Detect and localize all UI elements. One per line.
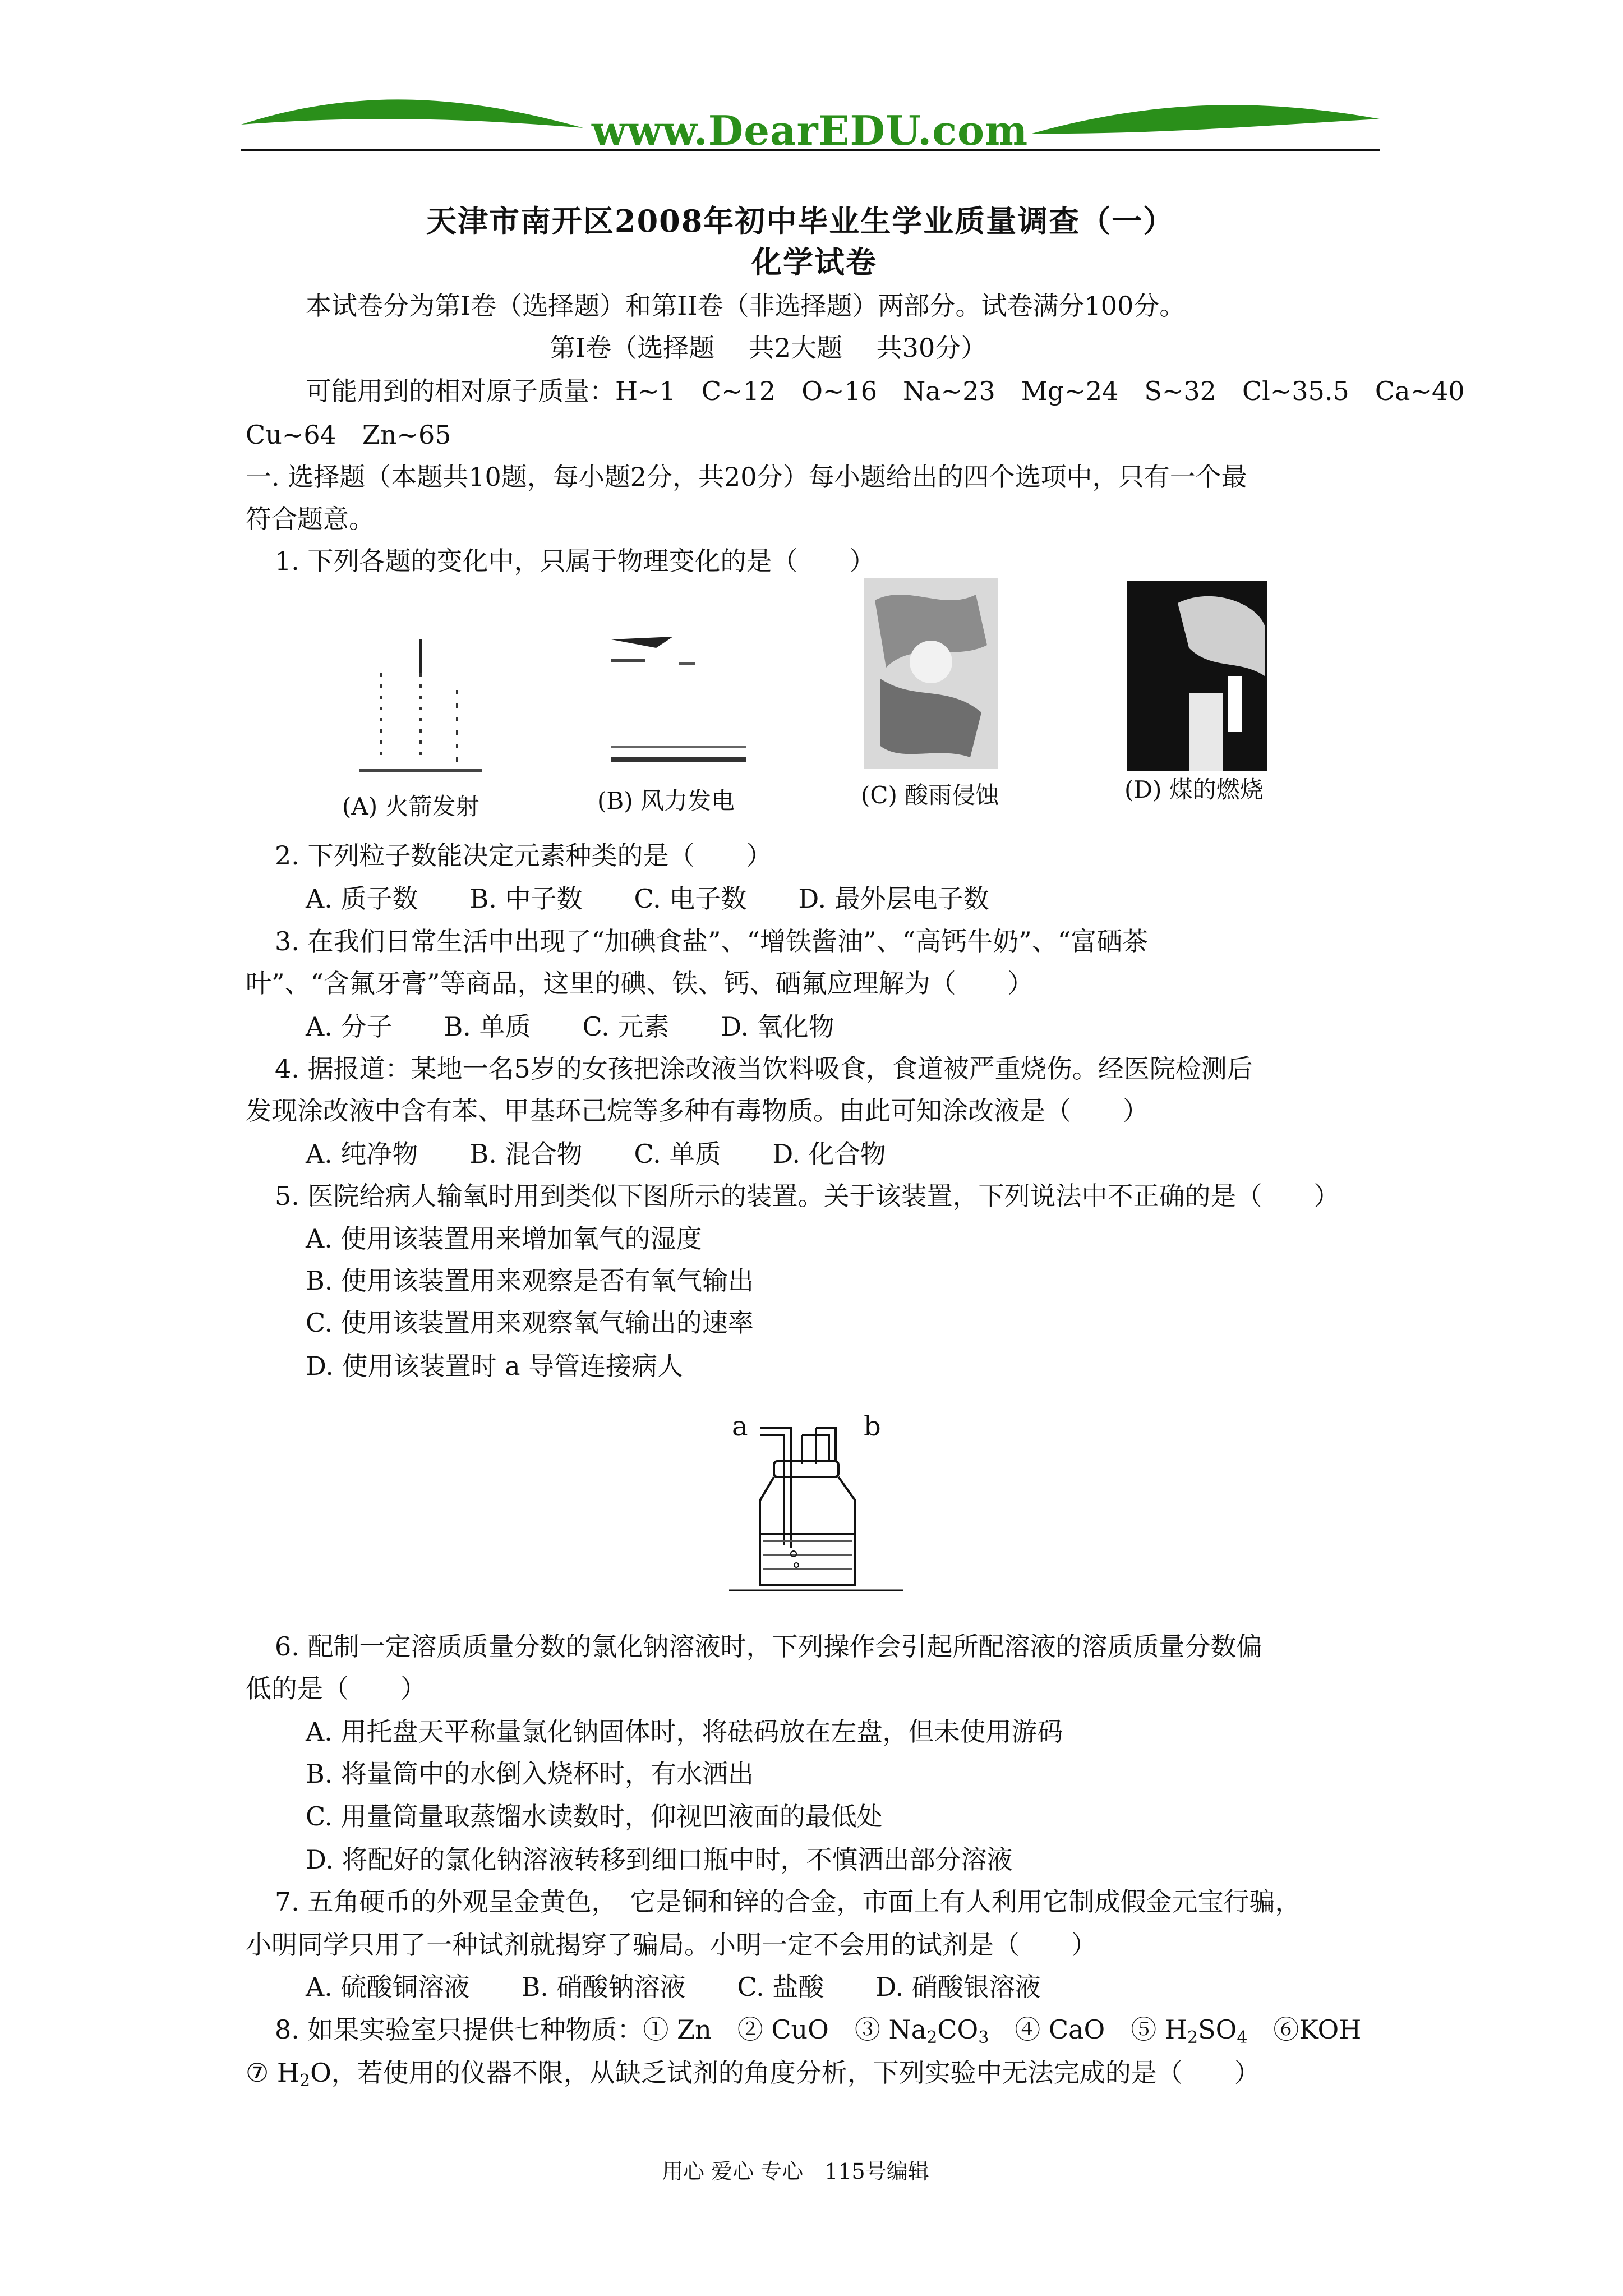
q7-line2: 小明同学只用了一种试剂就揭穿了骗局。小明一定不会用的试剂是（ ） [246,1930,1097,1960]
q1-caption-b: (B) 风力发电 [597,787,735,815]
q7-options: A. 硫酸铜溶液 B. 硝酸钠溶液 C. 盐酸 D. 硝酸银溶液 [306,1972,1041,2002]
q7-line1: 7. 五角硬币的外观呈金黄色， 它是铜和锌的合金，市面上有人利用它制成假金元宝行骗， [275,1887,1301,1917]
q4-line1: 4. 据报道：某地一名5岁的女孩把涂改液当饮料吸食，食道被严重烧伤。经医院检测后 [275,1053,1253,1084]
q8-line2-part-a: ⑦ H [246,2058,299,2088]
q5-option-d: D. 使用该装置时 a 导管连接病人 [306,1351,684,1381]
q5-option-b: B. 使用该装置用来观察是否有氧气输出 [306,1266,754,1296]
q8-line1-sub3: 2 [1187,2028,1198,2047]
part1-heading: 第I卷（选择题 共2大题 共30分） [550,333,987,363]
q3-line2: 叶”、“含氟牙膏”等商品，这里的碘、铁、钙、硒氟应理解为（ ） [246,968,1034,999]
q1-caption-c: (C) 酸雨侵蚀 [861,781,999,809]
q6-option-c: C. 用量筒量取蒸馏水读数时，仰视凹液面的最低处 [306,1801,883,1832]
q4-options: A. 纯净物 B. 混合物 C. 单质 D. 化合物 [306,1139,886,1169]
header-site-name: www.DearEDU.com [592,107,1029,154]
q3-line1: 3. 在我们日常生活中出现了“加碘食盐”、“增铁酱油”、“高钙牛奶”、“富硒茶 [275,926,1149,956]
q8-line1-part-c: ④ CaO ⑤ H [989,2014,1187,2045]
q8-line1-part-b: CO [937,2014,979,2045]
atomic-mass-line2: Cu~64 Zn~65 [246,420,451,450]
q1-stem: 1. 下列各题的变化中，只属于物理变化的是（ ） [275,546,875,576]
section1-line2: 符合题意。 [246,504,375,534]
q2-stem: 2. 下列粒子数能决定元素种类的是（ ） [275,840,772,871]
q6-line1: 6. 配制一定溶质质量分数的氯化钠溶液时，下列操作会引起所配溶液的溶质质量分数偏 [275,1631,1262,1662]
q8-line1-sub4: 4 [1237,2028,1248,2047]
acid-rain-image [864,578,998,769]
intro-text: 本试卷分为第I卷（选择题）和第II卷（非选择题）两部分。试卷满分100分。 [306,291,1186,321]
wind-power-image [606,606,751,763]
page-title: 天津市南开区2008年初中毕业生学业质量调查（一） [426,203,1175,239]
coal-burning-image [1127,581,1267,771]
left-swoosh [241,99,583,128]
q1-caption-a: (A) 火箭发射 [342,793,479,820]
q3-options: A. 分子 B. 单质 C. 元素 D. 氧化物 [306,1011,834,1042]
tube-label-a: a [732,1411,748,1442]
q8-line1-part-a: 8. 如果实验室只提供七种物质：① Zn ② CuO ③ Na [275,2014,927,2045]
tube-label-b: b [864,1411,881,1442]
q6-line2: 低的是（ ） [246,1673,426,1704]
q6-option-a: A. 用托盘天平称量氯化钠固体时，将砝码放在左盘，但未使用游码 [306,1717,1063,1747]
q8-line2 [246,2056,1260,2090]
q5-option-c: C. 使用该装置用来观察氧气输出的速率 [306,1308,754,1338]
q1-caption-d: (D) 煤的燃烧 [1124,776,1264,803]
q4-line2: 发现涂改液中含有苯、甲基环己烷等多种有毒物质。由此可知涂改液是（ ） [246,1096,1149,1126]
atomic-mass-line1: 可能用到的相对原子质量：H~1 C~12 O~16 Na~23 Mg~24 S~32 Cl~35.5 Ca~40 [306,376,1465,406]
q8-line1-part-d: SO [1198,2014,1237,2045]
q8-line1-part-e: ⑥KOH [1247,2014,1362,2045]
q5-stem: 5. 医院给病人输氧时用到类似下图所示的装置。关于该装置，下列说法中不正确的是（ ） [275,1181,1340,1211]
page-footer: 用心 爱心 专心 115号编辑 [662,2159,929,2184]
q6-option-b: B. 将量筒中的水倒入烧杯时，有水洒出 [306,1759,754,1789]
q5-option-a: A. 使用该装置用来增加氧气的湿度 [306,1223,702,1254]
q8-line1-sub1: 2 [926,2028,938,2047]
right-swoosh [1032,105,1380,134]
q8-line1-sub2: 3 [978,2028,989,2047]
q2-options: A. 质子数 B. 中子数 C. 电子数 D. 最外层电子数 [306,884,989,914]
rocket-launch-image [336,628,494,780]
q8-line1 [275,2013,1361,2046]
q6-option-d: D. 将配好的氯化钠溶液转移到细口瓶中时，不慎洒出部分溶液 [306,1844,1013,1875]
q8-line2-sub: 2 [299,2071,311,2091]
section1-line1: 一. 选择题（本题共10题，每小题2分，共20分）每小题给出的四个选项中，只有一个最 [246,462,1247,492]
page-subtitle: 化学试卷 [751,244,877,280]
gas-washing-bottle-diagram [718,1402,942,1604]
q8-line2-part-b: O，若使用的仪器不限，从缺乏试剂的角度分析，下列实验中无法完成的是（ ） [310,2058,1260,2088]
